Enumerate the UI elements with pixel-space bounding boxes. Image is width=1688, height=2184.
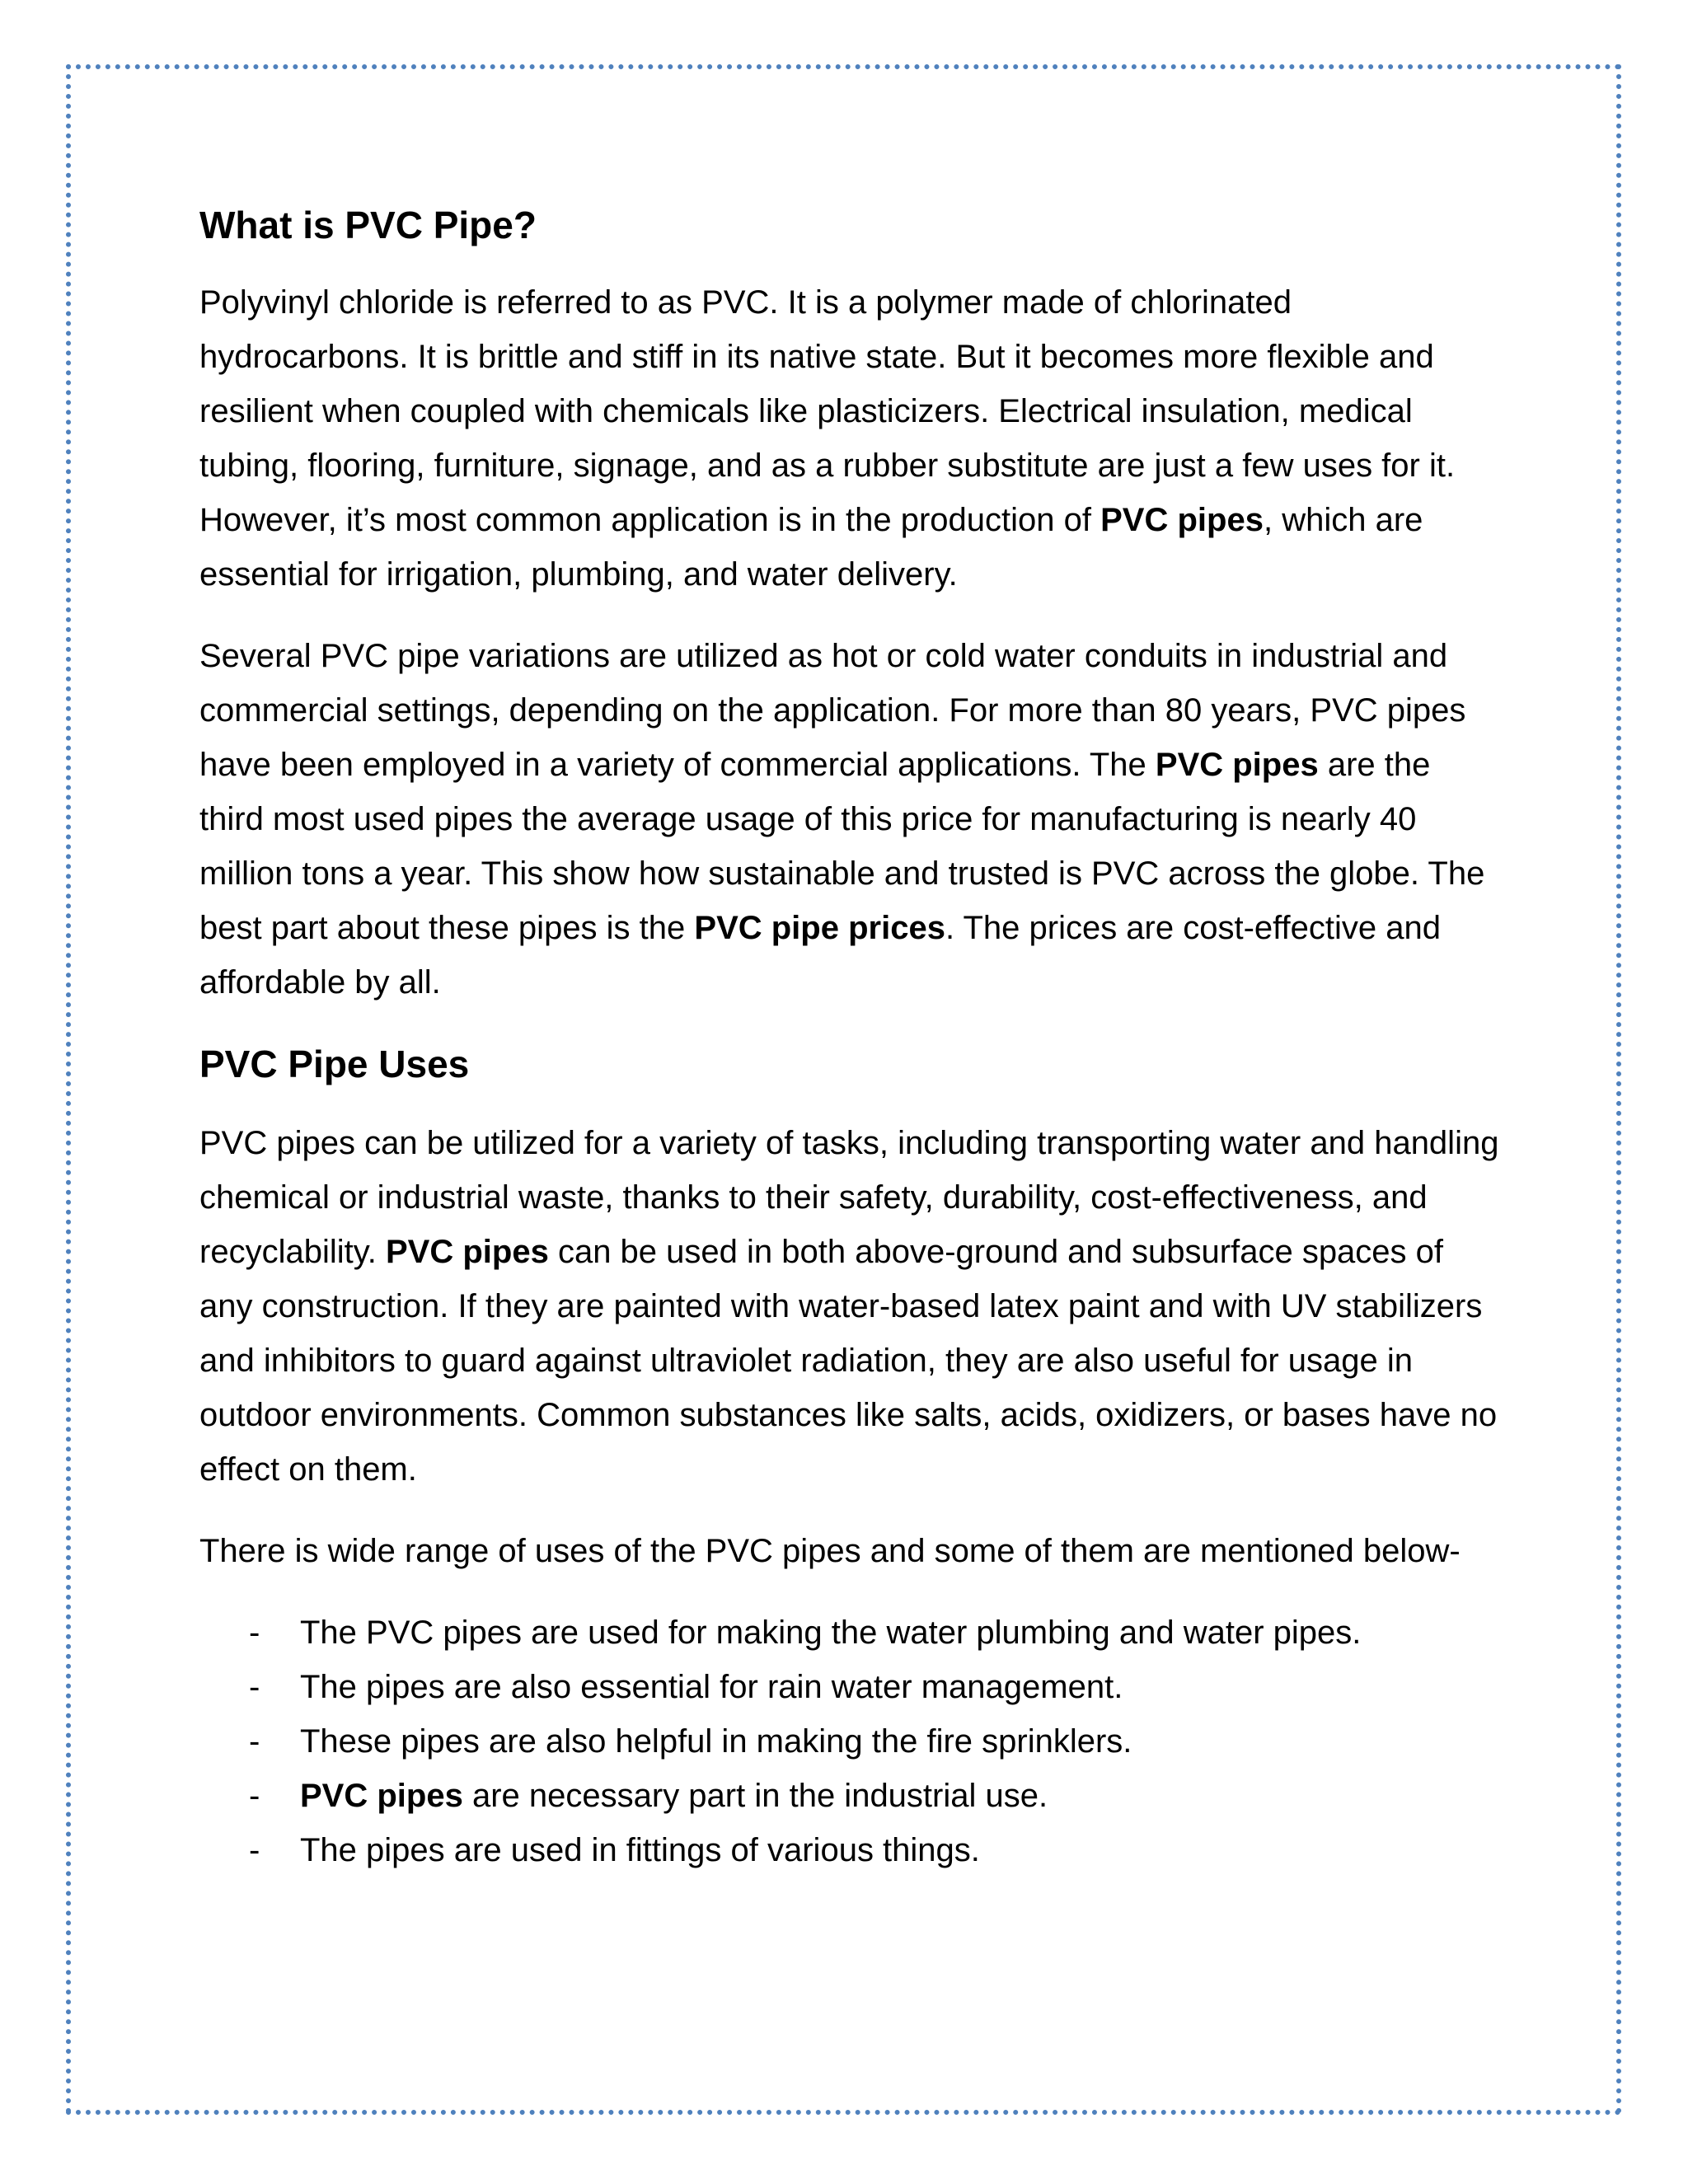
section-title-what-is-pvc: What is PVC Pipe? xyxy=(199,204,537,246)
bullet-marker: - xyxy=(249,1615,260,1651)
bold-run: PVC pipe prices xyxy=(694,910,945,946)
list-item-text: These pipes are also helpful in making the fire sprinklers. xyxy=(300,1723,1132,1760)
bold-run: PVC pipes xyxy=(1100,502,1264,538)
bullet-marker: - xyxy=(249,1832,260,1868)
list-item xyxy=(249,1660,1502,1714)
paragraph-pvc-variations xyxy=(199,629,1502,1010)
list-item-text: are necessary part in the industrial use. xyxy=(462,1778,1048,1814)
text-run: , which are essential for irrigation, plumbing, and water delivery. xyxy=(199,502,1423,593)
text-run: PVC pipes can be utilized for a variety of tasks, including transporting water and handling chemical or industrial waste, thanks to their safety, durability, cost-effectiveness, and recyclability. xyxy=(199,1125,1499,1270)
text-run: . The prices are cost-effective and affordable by all. xyxy=(199,910,1442,1001)
list-item-text: The pipes are also essential for rain water management. xyxy=(300,1669,1123,1705)
uses-list xyxy=(199,1605,1502,1877)
bullet-marker: - xyxy=(249,1723,260,1760)
list-item xyxy=(249,1769,1502,1823)
list-item-text: The pipes are used in fittings of various things. xyxy=(300,1832,980,1868)
paragraph-pvc-definition xyxy=(199,275,1502,602)
paragraph-pvc-tasks xyxy=(199,1116,1502,1497)
document-body xyxy=(199,198,1502,1877)
bullet-marker: - xyxy=(249,1669,260,1705)
bold-run: PVC pipes xyxy=(1155,747,1319,783)
text-run: can be used in both above-ground and subsurface spaces of any construction. If they are painted with water-based latex paint and with UV stabilizers and inhibitors to guard against ultraviolet radiation, they are also useful for usage in outdoor environments. Common substances like salts, acids, oxidizers, or bases have no effect on them. xyxy=(199,1234,1498,1488)
section-title-pvc-uses: PVC Pipe Uses xyxy=(199,1043,470,1085)
bold-run: PVC pipes xyxy=(385,1234,549,1270)
paragraph-uses-intro: There is wide range of uses of the PVC pipes and some of them are mentioned below- xyxy=(199,1533,1461,1569)
text-run: Several PVC pipe variations are utilized as hot or cold water conduits in industrial and commercial settings, depending on the application. For more than 80 years, PVC pipes have been employed in a variety of commercial applications. The xyxy=(199,638,1466,783)
list-item xyxy=(249,1605,1502,1660)
list-item xyxy=(249,1823,1502,1877)
text-run: Polyvinyl chloride is referred to as PVC. It is a polymer made of chlorinated hydrocarbons. It is brittle and stiff in its native state. But it becomes more flexible and resilient when coupled with chemicals like plasticizers. Electrical insulation, medical tubing, flooring, furniture, signage, and as a rubber substitute are just a few uses for it. However, it’s most common application is in the production of xyxy=(199,284,1456,538)
text-run: are the third most used pipes the average usage of this price for manufacturing is nearly 40 million tons a year. This show how sustainable and trusted is PVC across the globe. The best part about these pipes is the xyxy=(199,747,1485,946)
bullet-marker: - xyxy=(249,1778,260,1814)
list-item xyxy=(249,1714,1502,1769)
bold-run: PVC pipes xyxy=(300,1778,463,1814)
list-item-text: The PVC pipes are used for making the water plumbing and water pipes. xyxy=(300,1615,1362,1651)
